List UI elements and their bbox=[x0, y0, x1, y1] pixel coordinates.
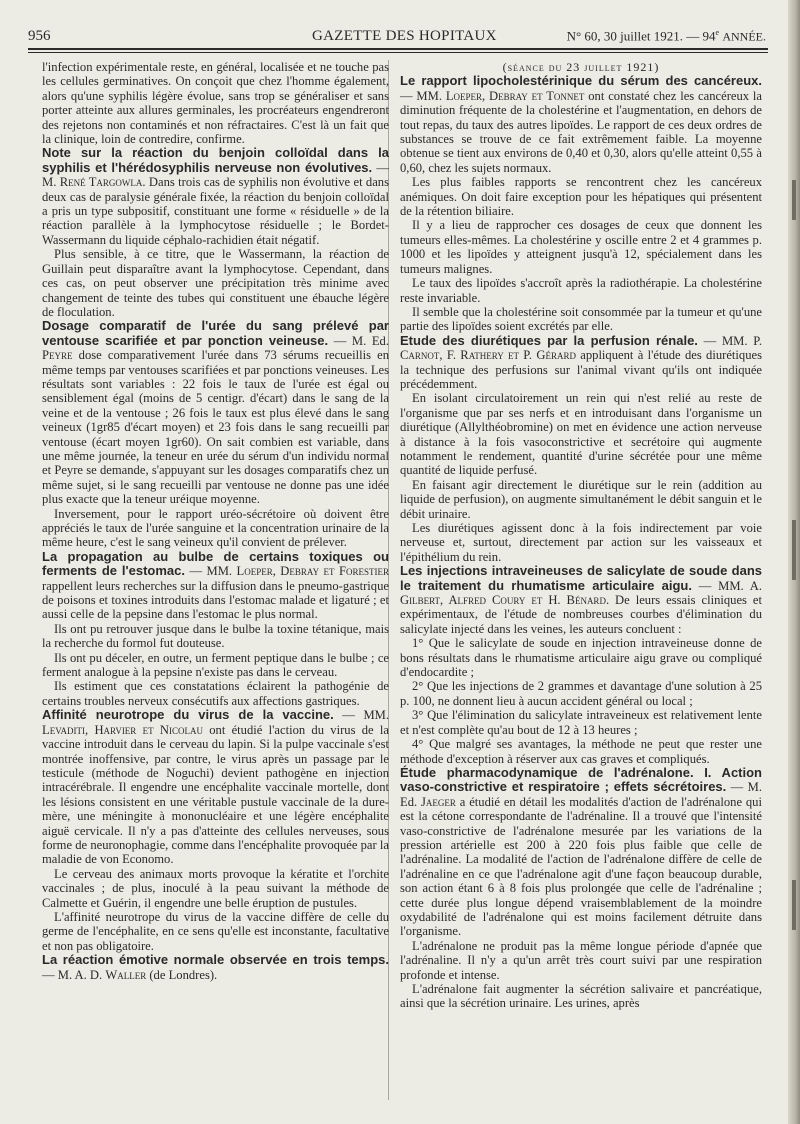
header-rule bbox=[28, 48, 768, 50]
section-sep: — M. Ed. bbox=[400, 780, 762, 809]
section-paragraph bbox=[42, 550, 389, 622]
body-paragraph: Ils ont pu retrouver jusque dans le bulbe la toxine tétanique, mais la recherche du formol fut douteuse. bbox=[42, 621, 389, 651]
section-title: Dosage comparatif de l'urée du sang prélevé par ventouse scarifiée et par ponction veineuse. bbox=[42, 318, 389, 348]
section-text: appliquent à l'étude des diurétiques la technique des perfusions sur l'animal vivant qu'ils ont indiquée précédemment. bbox=[400, 348, 762, 391]
session-month: juillet bbox=[584, 60, 623, 74]
session-year: 1921) bbox=[622, 60, 660, 74]
body-paragraph: 1° Que le salicylate de soude en injection intraveineuse donne de bons résultats dans le rhumatisme articulaire aigu grave ou compliqué d'endocardite ; bbox=[400, 636, 762, 680]
body-paragraph: Plus sensible, à ce titre, que le Wassermann, la réaction de Guillain peut disparaître avant la lymphocytose. Cependant, dans ces cas, on peut observer une précipitation très minime avec changement de teinte des tubes qui constituent une ébauche légère de floculation. bbox=[42, 247, 389, 319]
section-sep: — MM. A. bbox=[691, 578, 762, 593]
journal-title: GAZETTE DES HOPITAUX bbox=[312, 28, 497, 44]
section-sep: — MM. bbox=[184, 564, 237, 579]
section-paragraph bbox=[42, 708, 389, 866]
section-sep: — MM. P. bbox=[697, 333, 762, 348]
section-sep: — MM. bbox=[333, 708, 389, 723]
body-paragraph: Ils estiment que ces constatations éclairent la pathogénie de certains troubles nerveux consécutifs aux affections gastriques. bbox=[42, 679, 389, 708]
section-authors: Loeper, Debray et Forestier bbox=[236, 564, 389, 579]
body-paragraph: 3° Que l'élimination du salicylate intraveineux est relativement lente et n'est complète qu'au bout de 12 à 13 heures ; bbox=[400, 708, 762, 737]
section-title: La propagation au bulbe de certains toxiques ou ferments de l'estomac. bbox=[42, 548, 389, 579]
body-paragraph: Le taux des lipoïdes s'accroît après la radiothérapie. La cholestérine reste invariable. bbox=[400, 276, 762, 305]
section-authors: Levaditi, Harvier et Nicolau bbox=[42, 722, 203, 737]
section-title: Le rapport lipocholestérinique du sérum des cancéreux. bbox=[400, 73, 762, 89]
section-paragraph bbox=[42, 146, 389, 247]
section-authors: Waller bbox=[105, 967, 147, 982]
section-sep: — M. bbox=[42, 160, 389, 190]
left-column bbox=[42, 60, 389, 982]
body-paragraph: L'adrénalone ne produit pas la même longue période d'apnée que l'adrénaline. Il n'y a qu'un arrêt très court suivi par une respiration profonde et intense. bbox=[400, 938, 762, 982]
section-title: Les injections intraveineuses de salicylate de soude dans le traitement du rhumatisme articulaire aigu. bbox=[400, 563, 762, 593]
body-paragraph: Il semble que la cholestérine soit consommée par la tumeur et qu'une partie des lipoïdes soient excrétés par elle. bbox=[400, 304, 762, 334]
section-text: ont étudié l'action du virus de la vaccine introduit dans le cerveau du lapin. Si la pulpe vaccinale s'est montrée inoffensive, par contre, le virus après un passage par le testicule (méthode de Noguchi) devient pathogène en injection intracérébrale. Il engendre une encéphalite vaccinale mortelle, dont les lésions consistent en une véritable pustule vaccinale de la dure-mère, une méningite à mononucléaire et une légère encéphalite aiguë cervicale. Il n'y a pas d'atteinte des cellules nerveuses, sous forme de neuronophagie, comme dans l'encéphalite provoquée par la maladie de von Economo. bbox=[42, 722, 390, 867]
body-paragraph: 2° Que les injections de 2 grammes et davantage d'une solution à 25 p. 100, ne donnent lieu à aucun accident général ou local ; bbox=[400, 679, 762, 708]
section-authors: René Targowla bbox=[59, 175, 143, 190]
right-column bbox=[400, 60, 762, 1011]
section-text: ont constaté chez les cancéreux la diminution fréquente de la cholestérine et l'augmentation, en dehors de tout repas, du taux des autres lipoïdes. Le rapport de ces deux ordres de substances se trouve de ce fait extrêmement faible. La moyenne obtenue se tient aux environs de 0,40 et 0,30, alors qu'elle atteint 0,55 à 0,60, chez les sujets normaux. bbox=[400, 88, 762, 175]
section-paragraph bbox=[400, 564, 762, 636]
section-paragraph bbox=[42, 319, 389, 506]
section-paragraph bbox=[400, 766, 762, 939]
session-paren: ( bbox=[502, 60, 508, 74]
section-authors: Carnot, F. Rathery et P. Gérard bbox=[400, 348, 576, 363]
section-authors: Gilbert, Alfred Coury et H. Bénard bbox=[400, 593, 606, 608]
session-heading bbox=[400, 60, 762, 74]
page-edge bbox=[788, 0, 800, 1124]
body-paragraph: Le cerveau des animaux morts provoque la kératite et l'orchite vaccinales ; de plus, inoculé à la peau suivant la méthode de Calmette et Guérin, il engendre une belle éruption de pustules. bbox=[42, 866, 389, 910]
body-paragraph: L'adrénalone fait augmenter la sécrétion salivaire et pancréatique, ainsi que la sécrétion urinaire. Les urines, après bbox=[400, 982, 762, 1011]
section-text: (de Londres). bbox=[146, 967, 218, 982]
page-number: 956 bbox=[28, 28, 51, 44]
running-header bbox=[28, 28, 766, 50]
section-sep: — M. A. D. bbox=[42, 967, 106, 982]
body-paragraph: L'affinité neurotrope du virus de la vaccine diffère de celle du germe de l'encéphalite, en ce sens qu'elle est inconstante, facultative et non pas obligatoire. bbox=[42, 909, 389, 953]
section-authors: Peyre bbox=[42, 348, 73, 363]
section-paragraph bbox=[400, 334, 762, 392]
body-paragraph: 4° Que malgré ses avantages, la méthode ne peut que rester une méthode d'exception à réserver aux cas graves et compliqués. bbox=[400, 737, 762, 766]
section-title: Affinité neurotrope du virus de la vaccine. bbox=[42, 707, 334, 723]
section-authors: Loeper, Debray et Tonnet bbox=[445, 88, 585, 103]
header-rule-thin bbox=[28, 52, 768, 53]
session-day: 23 bbox=[562, 60, 585, 74]
body-paragraph: Les diurétiques agissent donc à la fois indirectement par voie nerveuse et, surtout, directement par action sur les vaisseaux et l'épithélium du rein. bbox=[400, 521, 762, 564]
section-text: rappellent leurs recherches sur la diffusion dans le pneumo-gastrique de poisons et toxines introduits dans l'estomac malade et ligaturé ; et aussi celle de la pepsine dans l'estomac le plus normal. bbox=[42, 578, 389, 622]
body-paragraph: Les plus faibles rapports se rencontrent chez les cancéreux anémiques. On doit faire exception pour les hépatiques qui présentent de la rétention biliaire. bbox=[400, 175, 762, 219]
section-title: La réaction émotive normale observée en trois temps. bbox=[42, 952, 389, 968]
body-paragraph: Ils ont pu déceler, en outre, un ferment peptique dans le bulbe ; ce ferment analogue à la pepsine n'existe pas dans le cerveau. bbox=[42, 650, 389, 680]
body-paragraph: Inversement, pour le rapport uréo-sécrétoire où doivent être appréciés le taux de l'urée sanguine et la concentration urinaire de la même heure, c'est le sang veineux qu'il convient de prélever. bbox=[42, 506, 389, 550]
section-title: Note sur la réaction du benjoin colloïdal dans la syphilis et l'hérédosyphilis nerveuse non évolutives. bbox=[42, 145, 389, 175]
session-label: séance du bbox=[507, 60, 563, 74]
section-paragraph bbox=[400, 74, 762, 175]
issue-info: N° 60, 30 juillet 1921. — 94e ANNÉE. bbox=[566, 28, 766, 44]
section-title: Etude des diurétiques par la perfusion rénale. bbox=[400, 332, 698, 348]
body-paragraph: l'infection expérimentale reste, en général, localisée et ne touche pas les cellules germinatives. On conçoit que chez l'homme également, alors qu'une syphilis légère évolue, sans trop se généraliser et sans porter atteinte aux allures germinales, les procréateurs engendreront des rejetons non contaminés et non réfractaires. C'est là un fait que la clinique, loin de contredire, confirme. bbox=[42, 60, 389, 147]
section-text: . De leurs essais cliniques et expérimentaux, de l'étude de nombreuses courbes d'élimination du salicylate injecté dans les veines, les auteurs concluent : bbox=[400, 593, 763, 636]
body-paragraph: Il y a lieu de rapprocher ces dosages de ceux que donnent les tumeurs elles-mêmes. La cholestérine y oscille entre 2 et 4 grammes p. 1000 et les lipoïdes y atteignent jusqu'à 12, spécialement dans les tumeurs malignes. bbox=[400, 218, 762, 276]
section-text: . Dans trois cas de syphilis non évolutive et dans deux cas de paralysie générale fixée, la réaction du benjoin colloïdal a pris un type subpositif, constituant une forme « résiduelle » de la réaction parallèle à la lymphocytose résiduelle ; le Bordet-Wassermann du liquide céphalo-rachidien était négatif. bbox=[42, 175, 389, 247]
body-paragraph: En isolant circulatoirement un rein qui n'est relié au reste de l'organisme que par ses nerfs et en introduisant dans l'organisme un diurétique (Allylthéobromine) on met en évidence une action nerveuse à distance à la fois vasoconstrictive et secrétoire qui augmente notamment le rendement, quantité d'urine sécrétée pour une même quantité de liquide perfusé. bbox=[400, 391, 762, 478]
section-text: dose comparativement l'urée dans 73 sérums recueillis en même temps par ventouses scarifiées et par ponctions veineuses. Les résultats sont variables : 22 fois le taux de l'urée est égal ou sensiblement égal (moins de 5 centigr. d'écart) dans le sang de la veine et de la ventouse ; 26 fois le taux est plus élevé dans le sang veineux (1gr85 d'écart moyen) et 23 fois dans le sang recueilli par ventouse (écart moyen 1gr60). On sait combien est variable, dans une même journée, la teneur en urée du sérum d'un individu normal et Peyre se demande, s'appuyant sur les dosages comparatifs chez un même sujet, si le sang recueilli par ventouse ne donne pas une idée plus exacte que la teneur uréique moyenne. bbox=[42, 348, 389, 507]
section-sep: — MM. bbox=[400, 88, 446, 103]
section-authors: Jaeger bbox=[421, 794, 456, 809]
section-sep: — M. Ed. bbox=[328, 333, 390, 348]
section-title: Étude pharmacodynamique de l'adrénalone. I. Action vaso-constrictive et respiratoire ; effets sécrétoires. bbox=[400, 764, 762, 795]
section-text: a étudié en détail les modalités d'action de l'adrénalone qui est la cétone correspondante de l'adrénaline. Il a trouvé que l'intensité vaso-constrictive de l'adrénalone mesurée par les variations de la pression artérielle est 200 à 220 fois plus faible que celle de l'adrénaline. La modalité de l'action de l'adrénalone diffère de celle de l'adrénaline en ce que l'adrénalone agit d'une façon beaucoup durable, son action étant 6 à 8 fois plus prolongée que celle de l'adrénaline ; cette durée plus longue dépend vraisemblablement de la moindre oxydabilité de l'adrénalone qui est moins facilement détruite dans l'organisme. bbox=[400, 794, 762, 939]
section-paragraph bbox=[42, 953, 389, 982]
body-paragraph: En faisant agir directement le diurétique sur le rein (addition au liquide de perfusion), on augmente simultanément le débit sanguin et le débit urinaire. bbox=[400, 477, 762, 521]
